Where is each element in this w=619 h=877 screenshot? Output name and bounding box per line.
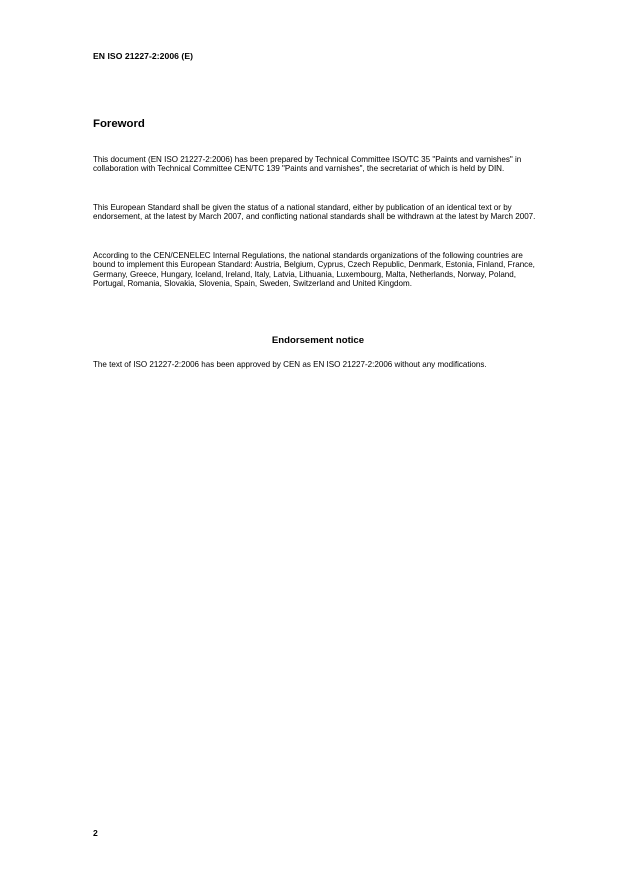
foreword-paragraph-3: According to the CEN/CENELEC Internal Regulations, the national standards organizations of the following countries are bound to implement this European Standard: Austria, Belgium, Cyprus, Czech Republic, Denmark, Estonia, Finland, France, Germany, Greece, Hungary, Iceland, Ireland, Italy, Latvia, Lithuania, Luxembourg, Malta, Netherlands, Norway, Poland, Portugal, Romania, Slovakia, Slovenia, Spain, Sweden, Switzerland and United Kingdom. — [93, 251, 535, 289]
endorsement-title: Endorsement notice — [271, 335, 365, 346]
endorsement-text: The text of ISO 21227-2:2006 has been approved by CEN as EN ISO 21227-2:2006 without any modifications. — [93, 360, 487, 369]
page-number: 2 — [93, 828, 98, 838]
running-header: EN ISO 21227-2:2006 (E) — [93, 51, 194, 61]
foreword-paragraph-2: This European Standard shall be given the status of a national standard, either by publication of an identical text or by endorsement, at the latest by March 2007, and conflicting national standards shall be withdrawn at the latest by March 2007. — [93, 203, 536, 222]
foreword-title: Foreword — [93, 118, 145, 130]
foreword-paragraph-1: This document (EN ISO 21227-2:2006) has been prepared by Technical Committee ISO/TC 35 "Paints and varnishes" in collaboration with Technical Committee CEN/TC 139 "Paints and varnishes", the secretariat of which is held by DIN. — [93, 155, 522, 174]
